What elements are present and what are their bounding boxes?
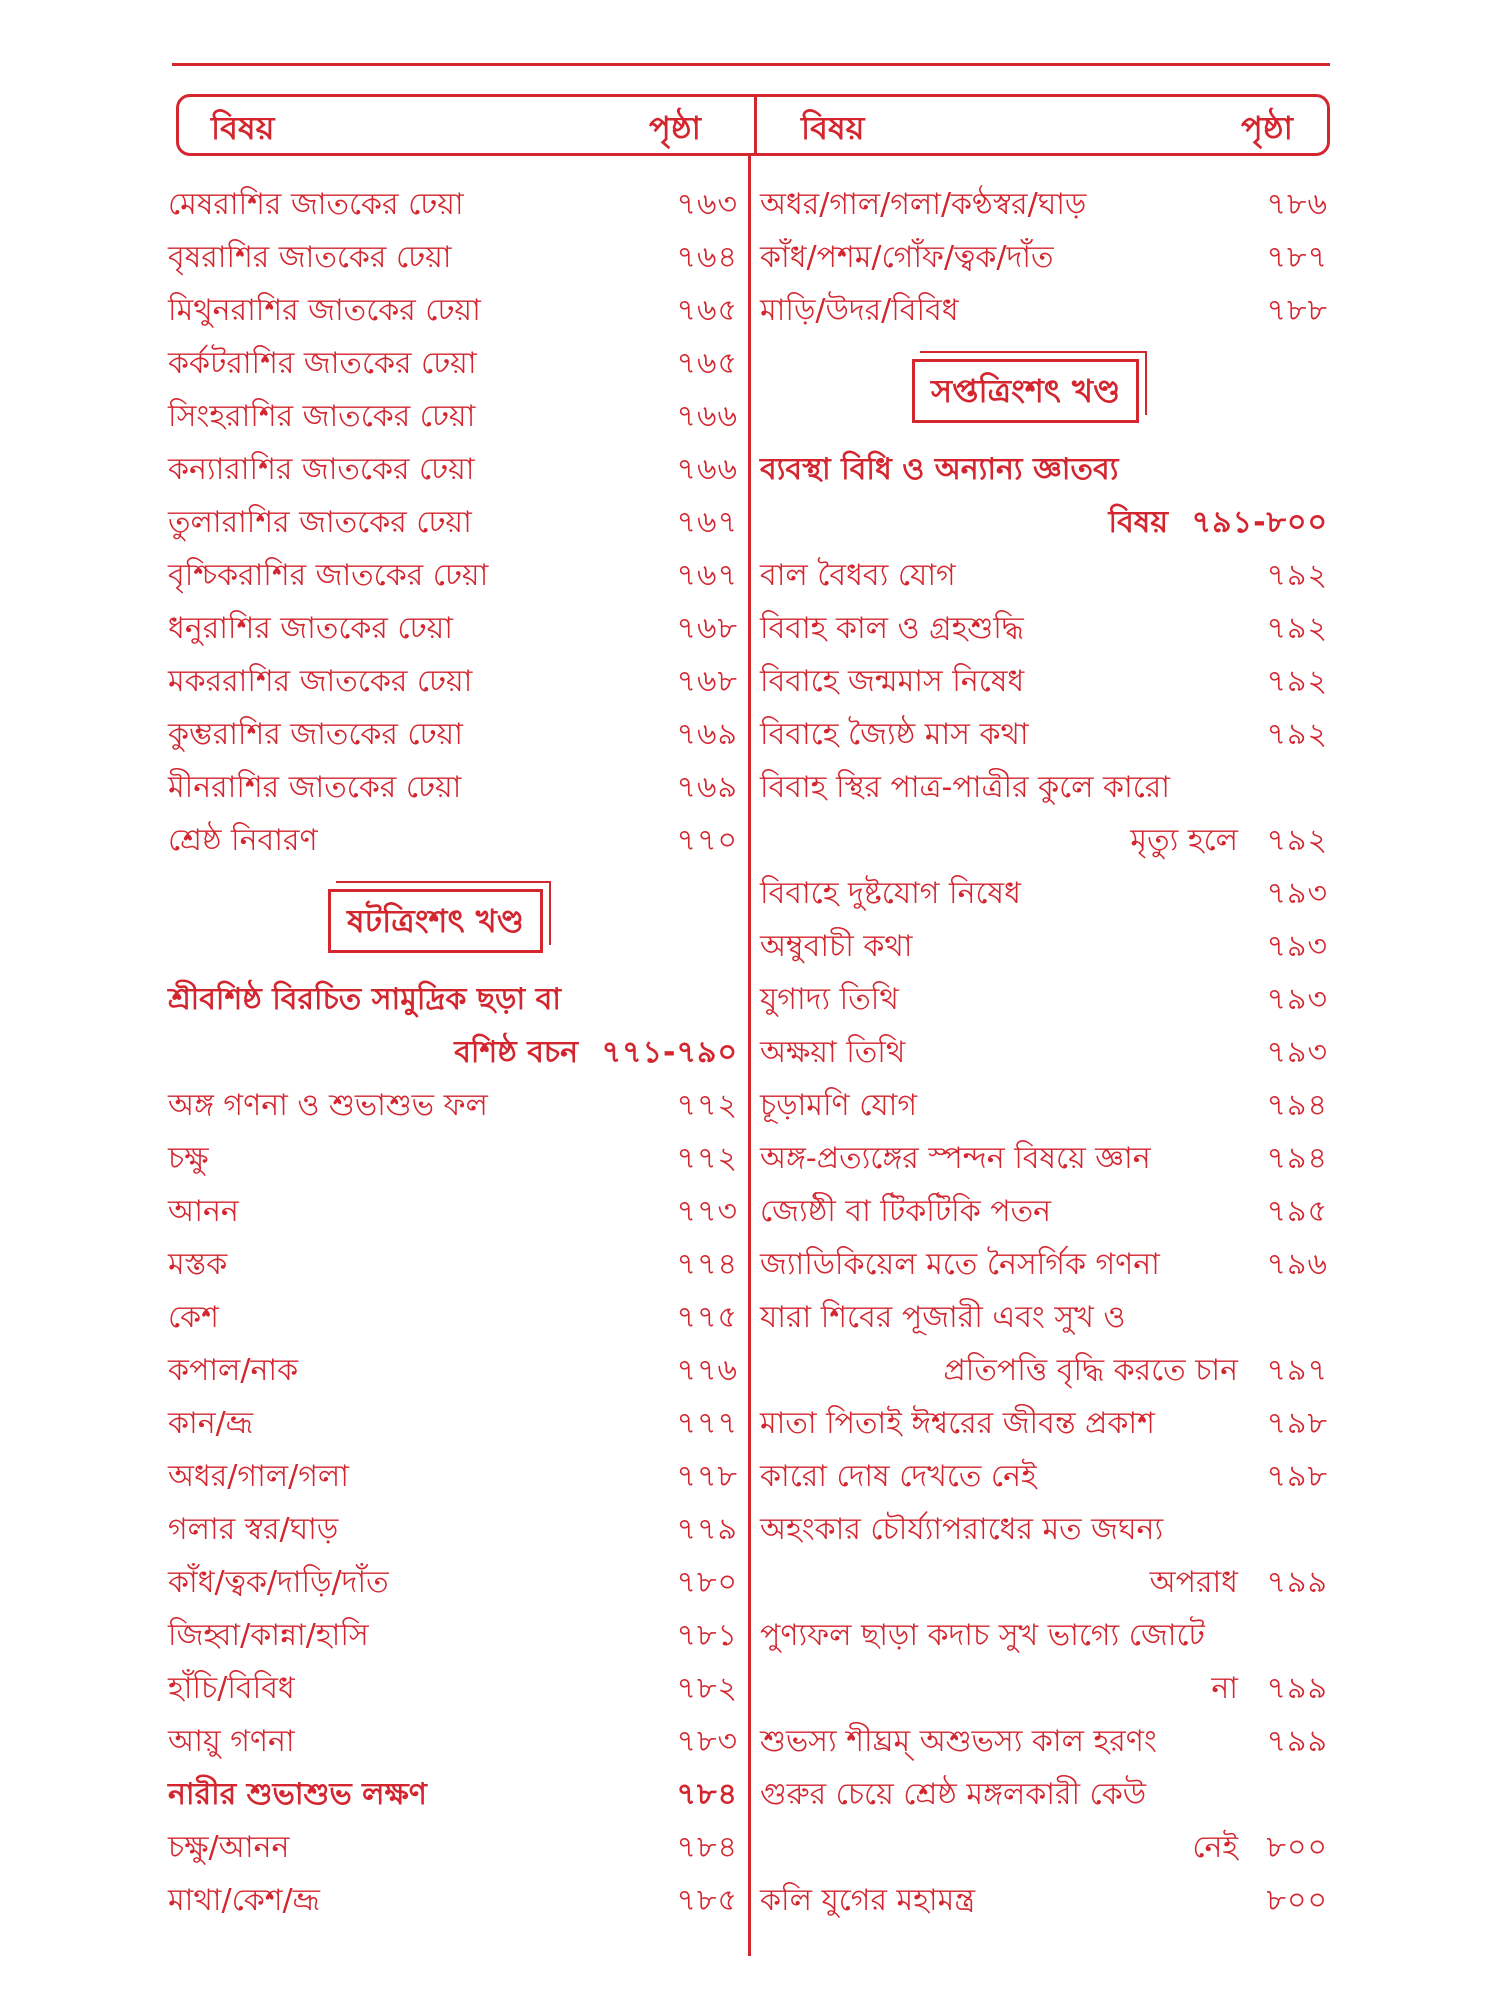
left-entries-1	[168, 178, 738, 867]
entry-page: ৭৯৪	[1266, 1141, 1328, 1176]
header-divider	[754, 97, 757, 153]
table-header	[176, 94, 1330, 156]
entry-title: অধর/গাল/গলা/কণ্ঠস্বর/ঘাড়	[760, 187, 1087, 222]
toc-entry	[168, 1715, 738, 1768]
entry-page: ৭৯২	[1266, 611, 1328, 646]
entry-title: যুগাদ্য তিথি	[760, 982, 899, 1017]
entry-title: ধনুরাশির জাতকের ঢেয়া	[168, 611, 453, 646]
toc-entry	[760, 973, 1328, 1026]
entry-page: ৭৬৪	[676, 240, 738, 275]
entry-page: ৮০০	[1266, 1830, 1328, 1865]
entry-title: জিহ্বা/কান্না/হাসি	[168, 1618, 369, 1653]
entry-title: জ্যাডিকিয়েল মতে নৈসর্গিক গণনা	[760, 1247, 1160, 1282]
sub-heading	[168, 973, 738, 1026]
entry-page: ৭৭২	[676, 1088, 738, 1123]
entry-page: ৭৬৮	[676, 611, 738, 646]
toc-entry	[168, 761, 738, 814]
entry-page: ৭৬৬	[676, 452, 738, 487]
entry-title: কান/ভ্রূ	[168, 1406, 254, 1441]
entry-page: ৭৬৫	[676, 293, 738, 328]
toc-entry	[760, 1715, 1328, 1768]
entry-page: ৭৭৮	[676, 1459, 738, 1494]
entry-title: অধর/গাল/গলা	[168, 1459, 349, 1494]
toc-entry	[168, 602, 738, 655]
toc-entry	[760, 761, 1328, 814]
toc-entry	[760, 284, 1328, 337]
toc-entry	[168, 549, 738, 602]
right-section	[760, 337, 1328, 443]
toc-entry	[168, 231, 738, 284]
entry-page: ৭৮৮	[1266, 293, 1328, 328]
entry-title: বৃষরাশির জাতকের ঢেয়া	[168, 240, 452, 275]
header-subject-right: বিষয়	[801, 109, 865, 147]
toc-entry	[760, 549, 1328, 602]
sub-heading-line1: ব্যবস্থা বিধি ও অন্যান্য জ্ঞাতব্য	[760, 452, 1119, 487]
entry-page: ৭৭৬	[676, 1353, 738, 1388]
entry-page: ৭৯৮	[1266, 1406, 1328, 1441]
toc-entry	[168, 1768, 738, 1821]
toc-entry	[760, 867, 1328, 920]
toc-entry	[760, 1026, 1328, 1079]
entry-page: ৭৭৫	[676, 1300, 738, 1335]
toc-entry	[168, 1450, 738, 1503]
toc-entry	[168, 1609, 738, 1662]
entry-title: শ্রেষ্ঠ নিবারণ	[168, 823, 318, 858]
section-title-box: সপ্তত্রিংশৎ খণ্ড	[912, 359, 1139, 423]
toc-entry	[760, 1609, 1328, 1662]
entry-title: বাল বৈধব্য যোগ	[760, 558, 956, 593]
entry-page: ৭৬৮	[676, 664, 738, 699]
entry-title: নারীর শুভাশুভ লক্ষণ	[168, 1777, 427, 1812]
entry-page: ৭৯৩	[1266, 929, 1328, 964]
toc-entry	[168, 337, 738, 390]
entry-page: ৭৮১	[676, 1618, 738, 1653]
right-entries-2	[760, 549, 1328, 1927]
entry-page: ৭৭৪	[676, 1247, 738, 1282]
entry-title: আয়ু গণনা	[168, 1724, 295, 1759]
entry-title: বিবাহে জ্যৈষ্ঠ মাস কথা	[760, 717, 1029, 752]
entry-title: সিংহরাশির জাতকের ঢেয়া	[168, 399, 476, 434]
toc-entry	[760, 1132, 1328, 1185]
entry-page: ৭৭৩	[676, 1194, 738, 1229]
sub-heading	[760, 443, 1328, 496]
entry-page: ৭৮৪	[676, 1830, 738, 1865]
entry-title: মৃত্যু হলে	[1130, 823, 1238, 858]
right-column	[760, 178, 1328, 1927]
toc-entry	[168, 1132, 738, 1185]
entry-page: ৭৮২	[676, 1671, 738, 1706]
top-rule	[172, 63, 1330, 66]
left-column	[168, 178, 738, 1927]
entry-title: মাতা পিতাই ঈশ্বরের জীবন্ত প্রকাশ	[760, 1406, 1155, 1441]
entry-page: ৭৯৩	[1266, 1035, 1328, 1070]
entry-page: ৭৮৬	[1266, 187, 1328, 222]
entry-title: নেই	[1192, 1830, 1238, 1865]
entry-title: অপরাধ	[1149, 1565, 1238, 1600]
entry-page: ৭৬৫	[676, 346, 738, 381]
sub-heading-pages: ৭৯১-৮০০	[1191, 505, 1328, 540]
toc-entry	[168, 1662, 738, 1715]
entry-page: ৭৬৩	[676, 187, 738, 222]
entry-title: প্রতিপত্তি বৃদ্ধি করতে চান	[943, 1353, 1238, 1388]
entry-title: অক্ষয়া তিথি	[760, 1035, 906, 1070]
toc-entry	[760, 1821, 1328, 1874]
entry-page: ৭৯৪	[1266, 1088, 1328, 1123]
toc-entry	[168, 1821, 738, 1874]
toc-entry	[760, 1556, 1328, 1609]
entry-title: গুরুর চেয়ে শ্রেষ্ঠ মঙ্গলকারী কেউ	[760, 1777, 1147, 1812]
entry-title: কন্যারাশির জাতকের ঢেয়া	[168, 452, 475, 487]
toc-entry	[760, 814, 1328, 867]
entry-page: ৭৯৩	[1266, 982, 1328, 1017]
toc-entry	[760, 1185, 1328, 1238]
toc-entry	[760, 1768, 1328, 1821]
entry-page: ৭৯৭	[1266, 1353, 1328, 1388]
toc-entry	[168, 708, 738, 761]
entry-title: চক্ষু	[168, 1141, 209, 1176]
sub-heading-line2: বিষয়	[1108, 505, 1168, 540]
toc-entry	[168, 1503, 738, 1556]
entry-page: ৭৯৫	[1266, 1194, 1328, 1229]
entry-title: মকররাশির জাতকের ঢেয়া	[168, 664, 473, 699]
toc-entry	[168, 655, 738, 708]
toc-entry	[168, 1344, 738, 1397]
toc-entry	[760, 1238, 1328, 1291]
toc-entry	[760, 708, 1328, 761]
entry-page: ৮০০	[1266, 1883, 1328, 1918]
entry-page: ৭৮৪	[676, 1777, 738, 1812]
toc-entry	[168, 1556, 738, 1609]
entry-title: আনন	[168, 1194, 239, 1229]
entry-page: ৭৬৯	[676, 717, 738, 752]
entry-title: অহংকার চৌর্য্যাপরাধের মত জঘন্য	[760, 1512, 1164, 1547]
left-section	[168, 867, 738, 973]
entry-title: কলি যুগের মহামন্ত্র	[760, 1883, 976, 1918]
entry-page: ৭৮৭	[1266, 240, 1328, 275]
sub-heading	[760, 496, 1328, 549]
entry-page: ৭৯২	[1266, 823, 1328, 858]
entry-page: ৭৬৭	[676, 505, 738, 540]
left-entries-2	[168, 1079, 738, 1927]
entry-title: অঙ্গ-প্রত্যঙ্গের স্পন্দন বিষয়ে জ্ঞান	[760, 1141, 1151, 1176]
entry-title: বিবাহ স্থির পাত্র-পাত্রীর কুলে কারো	[760, 770, 1170, 805]
toc-entry	[760, 1291, 1328, 1344]
entry-title: মাড়ি/উদর/বিবিধ	[760, 293, 959, 328]
entry-title: চূড়ামণি যোগ	[760, 1088, 918, 1123]
right-entries-1	[760, 178, 1328, 337]
entry-title: মাথা/কেশ/ভ্রূ	[168, 1883, 320, 1918]
toc-entry	[760, 1397, 1328, 1450]
toc-entry	[168, 1874, 738, 1927]
entry-page: ৭৮০	[676, 1565, 738, 1600]
entry-title: মেষরাশির জাতকের ঢেয়া	[168, 187, 464, 222]
toc-entry	[168, 1079, 738, 1132]
entry-page: ৭৬৯	[676, 770, 738, 805]
entry-page: ৭৯২	[1266, 558, 1328, 593]
toc-entry	[760, 1079, 1328, 1132]
toc-entry	[760, 231, 1328, 284]
entry-title: গলার স্বর/ঘাড়	[168, 1512, 339, 1547]
toc-entry	[168, 1397, 738, 1450]
toc-entry	[168, 1291, 738, 1344]
entry-title: কারো দোষ দেখতে নেই	[760, 1459, 1037, 1494]
sub-heading-pages: ৭৭১-৭৯০	[601, 1035, 738, 1070]
sub-heading	[168, 1026, 738, 1079]
entry-title: হাঁচি/বিবিধ	[168, 1671, 295, 1706]
header-page-left: পৃষ্ঠা	[649, 109, 701, 147]
entry-title: না	[1211, 1671, 1238, 1706]
entry-title: কেশ	[168, 1300, 219, 1335]
entry-title: তুলারাশির জাতকের ঢেয়া	[168, 505, 472, 540]
toc-entry	[168, 1238, 738, 1291]
entry-page: ৭৯৯	[1266, 1671, 1328, 1706]
entry-title: কপাল/নাক	[168, 1353, 299, 1388]
entry-title: যারা শিবের পূজারী এবং সুখ ও	[760, 1300, 1126, 1335]
entry-title: মস্তক	[168, 1247, 228, 1282]
toc-entry	[760, 1450, 1328, 1503]
entry-page: ৭৭৭	[676, 1406, 738, 1441]
toc-entry	[760, 655, 1328, 708]
entry-page: ৭৯২	[1266, 717, 1328, 752]
toc-entry	[760, 178, 1328, 231]
entry-page: ৭৯৬	[1266, 1247, 1328, 1282]
toc-entry	[760, 602, 1328, 655]
entry-title: কর্কটরাশির জাতকের ঢেয়া	[168, 346, 477, 381]
toc-entry	[760, 1344, 1328, 1397]
column-divider	[748, 156, 751, 1956]
entry-title: বিবাহে জন্মমাস নিষেধ	[760, 664, 1025, 699]
entry-title: বিবাহে দুষ্টযোগ নিষেধ	[760, 876, 1021, 911]
toc-entry	[168, 443, 738, 496]
entry-page: ৭৬৭	[676, 558, 738, 593]
toc-entry	[168, 178, 738, 231]
entry-title: কাঁধ/ত্বক/দাড়ি/দাঁত	[168, 1565, 389, 1600]
header-subject-left: বিষয়	[211, 109, 275, 147]
entry-title: কুম্ভরাশির জাতকের ঢেয়া	[168, 717, 463, 752]
entry-title: অম্বুবাচী কথা	[760, 929, 913, 964]
entry-page: ৭৮৩	[676, 1724, 738, 1759]
entry-title: শুভস্য শীঘ্রম্ অশুভস্য কাল হরণং	[760, 1724, 1157, 1759]
entry-page: ৭৮৫	[676, 1883, 738, 1918]
toc-entry	[168, 390, 738, 443]
header-page-right: পৃষ্ঠা	[1241, 109, 1293, 147]
sub-heading-line1: শ্রীবশিষ্ঠ বিরচিত সামুদ্রিক ছড়া বা	[168, 982, 561, 1017]
entry-page: ৭৭৯	[676, 1512, 738, 1547]
entry-page: ৭৯৩	[1266, 876, 1328, 911]
entry-page: ৭৬৬	[676, 399, 738, 434]
toc-entry	[168, 284, 738, 337]
entry-title: মিথুনরাশির জাতকের ঢেয়া	[168, 293, 481, 328]
section-title-box: ষটত্রিংশৎ খণ্ড	[328, 889, 543, 953]
entry-title: অঙ্গ গণনা ও শুভাশুভ ফল	[168, 1088, 488, 1123]
entry-page: ৭৯২	[1266, 664, 1328, 699]
toc-entry	[168, 496, 738, 549]
toc-entry	[760, 1874, 1328, 1927]
entry-title: মীনরাশির জাতকের ঢেয়া	[168, 770, 462, 805]
entry-title: বিবাহ কাল ও গ্রহশুদ্ধি	[760, 611, 1024, 646]
entry-title: কাঁধ/পশম/গোঁফ/ত্বক/দাঁত	[760, 240, 1054, 275]
entry-title: পুণ্যফল ছাড়া কদাচ সুখ ভাগ্যে জোটে	[760, 1618, 1205, 1653]
entry-page: ৭৯৮	[1266, 1459, 1328, 1494]
sub-heading-line2: বশিষ্ঠ বচন	[454, 1035, 578, 1070]
entry-page: ৭৭০	[676, 823, 738, 858]
toc-entry	[760, 920, 1328, 973]
toc-entry	[168, 814, 738, 867]
entry-title: চক্ষু/আনন	[168, 1830, 290, 1865]
toc-entry	[760, 1503, 1328, 1556]
entry-title: বৃশ্চিকরাশির জাতকের ঢেয়া	[168, 558, 489, 593]
entry-title: জ্যেষ্ঠী বা টিকটিকি পতন	[760, 1194, 1052, 1229]
entry-page: ৭৭২	[676, 1141, 738, 1176]
toc-entry	[760, 1662, 1328, 1715]
entry-page: ৭৯৯	[1266, 1724, 1328, 1759]
toc-entry	[168, 1185, 738, 1238]
entry-page: ৭৯৯	[1266, 1565, 1328, 1600]
